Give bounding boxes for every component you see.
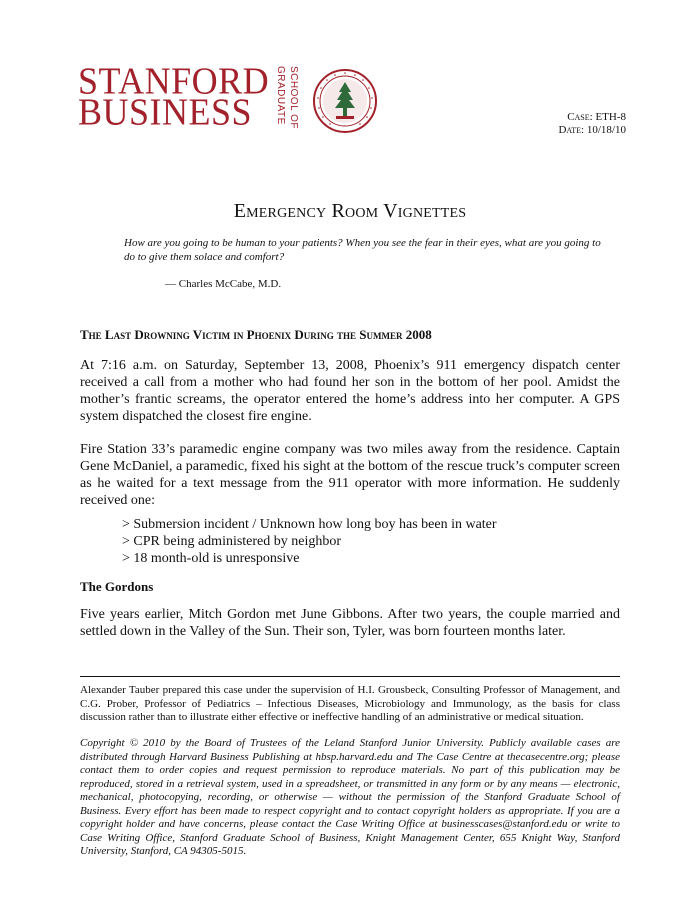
case-label: Case: — [567, 111, 593, 123]
footnote-divider — [80, 676, 620, 677]
logo-gsb-vertical — [274, 66, 314, 130]
text-message-list — [122, 516, 497, 567]
author-footnote: Alexander Tauber prepared this case under the supervision of H.I. Grousbeck, Consulting Professor of Management, and C.G. Prober, Professor of Pediatrics – Infectious Diseases, Microbiology and Immunology, as the basis for class discussion rather than to illustrate either effective or ineffective handling of an administrative or medical situation. — [80, 684, 620, 723]
epigraph-attribution: — Charles McCabe, M.D. — [165, 278, 282, 290]
epigraph-quote: How are you going to be human to your patients? When you see the fear in their eyes, what are you going to do to give them solace and comfort? — [124, 237, 601, 263]
document-title: Emergency Room Vignettes — [233, 200, 467, 222]
paragraph-dispatch: At 7:16 a.m. on Saturday, September 13, 2008, Phoenix’s 911 emergency dispatch center received a call from a mother who had found her son in the bottom of her pool. Amidst the mother’s frantic screams, the operator entered the home’s address into her computer. A GPS system dispatched the closest fire engine. — [80, 358, 620, 424]
case-value: ETH-8 — [595, 111, 626, 123]
section-heading-drowning: The Last Drowning Victim in Phoenix During the Summer 2008 — [80, 327, 432, 342]
stanford-seal-icon — [312, 68, 378, 134]
paragraph-gordons: Five years earlier, Mitch Gordon met June Gibbons. After two years, the couple married and settled down in the Valley of the Sun. Their son, Tyler, was born fourteen months later. — [80, 607, 620, 639]
logo-gsb-graduate: GRADUATE — [275, 66, 286, 125]
case-date-line — [558, 124, 626, 137]
date-value: 10/18/10 — [586, 124, 626, 136]
date-label: Date: — [558, 124, 585, 136]
logo-gsb-school-of: SCHOOL OF — [288, 66, 299, 130]
list-item: > 18 month-old is unresponsive — [122, 551, 300, 566]
logo-wordmark — [78, 60, 270, 133]
logo-line-business: BUSINESS — [78, 91, 253, 133]
stanford-gsb-logo — [78, 60, 378, 136]
list-item: > Submersion incident / Unknown how long boy has been in water — [122, 517, 497, 532]
case-number-line — [558, 111, 626, 124]
paragraph-fire-station: Fire Station 33’s paramedic engine company was two miles away from the residence. Captain Gene McDaniel, a paramedic, fixed his sight at the bottom of the rescue truck’s computer screen as he waited for a text message from the 911 operator with more information. He suddenly received one: — [80, 442, 620, 508]
case-info — [558, 111, 626, 137]
list-item: > CPR being administered by neighbor — [122, 534, 342, 549]
copyright-notice: Copyright © 2010 by the Board of Trustees of the Leland Stanford Junior University. Publicly available cases are distributed through Harvard Business Publishing at hbsp.harvard.edu and The Case Centre at thecasecentre.org; please contact them to order copies and request permission to reproduce materials. No part of this publication may be reproduced, stored in a retrieval system, used in a spreadsheet, or transmitted in any form or by any means — electronic, mechanical, photocopying, recording, or otherwise — without the permission of the Stanford Graduate School of Business. Every effort has been made to respect copyright and to contact copyright holders as appropriate. If you are a copyright holder and have concerns, please contact the Case Writing Office at businesscases@stanford.edu or write to Case Writing Office, Stanford Graduate School of Business, Knight Management Center, 655 Knight Way, Stanford University, Stanford, CA 94305-5015. — [80, 737, 620, 857]
logo-line-stanford: STANFORD — [78, 60, 270, 102]
section-heading-gordons: The Gordons — [80, 579, 154, 594]
